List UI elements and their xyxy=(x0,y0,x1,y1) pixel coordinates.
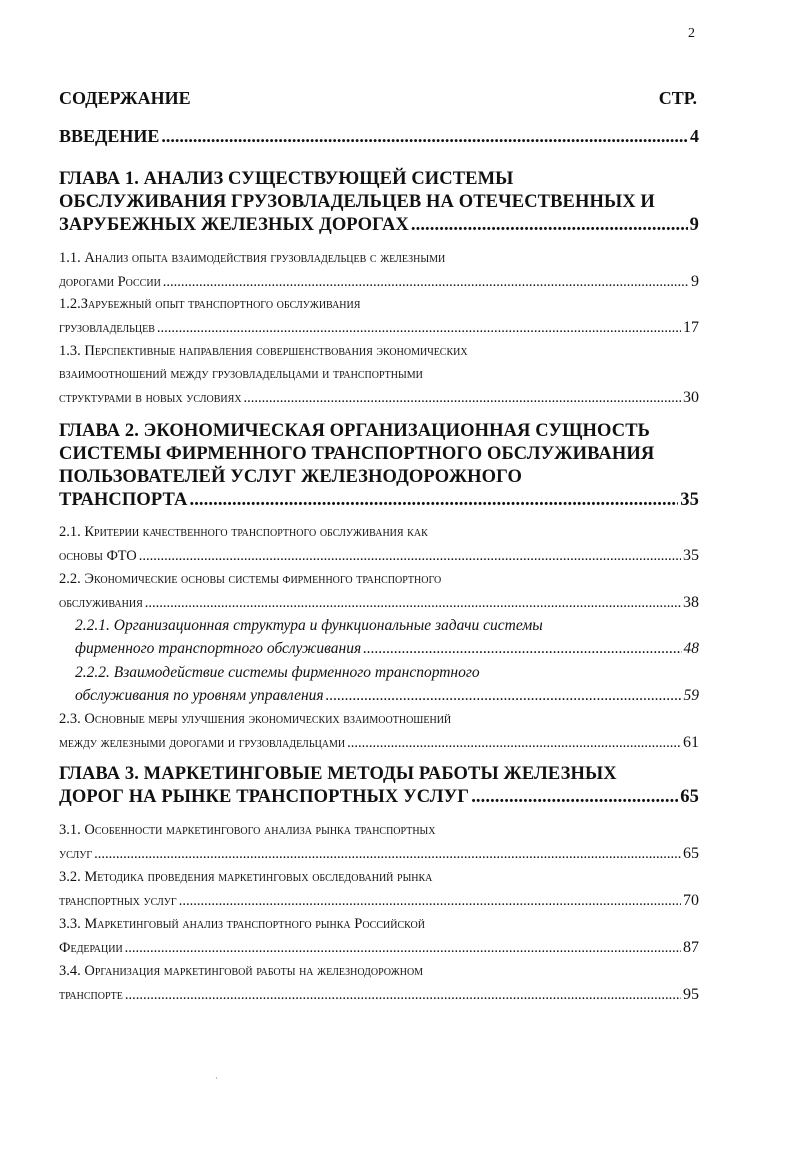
toc-title: СОДЕРЖАНИЕ xyxy=(59,88,191,108)
toc-entry-page: 9 xyxy=(691,273,699,290)
toc-entry-page: 35 xyxy=(683,547,699,564)
page-number: 2 xyxy=(688,26,695,41)
toc-entry-line: 1.2.Зарубежный опыт транспортного обслуживания xyxy=(59,296,361,312)
toc-entry-line: 2.3. Основные меры улучшения экономических взаимоотношений xyxy=(59,711,452,727)
toc-entry-line: 2.2.1. Организационная структура и функциональные задачи системы xyxy=(75,617,543,634)
toc-entry-line: Федерации xyxy=(59,940,123,956)
toc-entry-chapter-2[interactable] xyxy=(59,420,699,512)
toc-entry-line: фирменного транспортного обслуживания xyxy=(75,640,362,657)
toc-entry-line: структурами в новых условиях xyxy=(59,390,242,406)
leader-dots xyxy=(471,786,678,809)
toc-entry-page: 70 xyxy=(683,892,699,909)
toc-entry-section-2-3[interactable] xyxy=(59,708,699,755)
leader-dots xyxy=(139,545,681,568)
toc-entry-line: транспорте xyxy=(59,987,123,1003)
toc-header xyxy=(59,88,697,109)
toc-entry-line: обслуживания по уровням управления xyxy=(75,687,324,704)
toc-entry-section-3-4[interactable] xyxy=(59,960,699,1007)
toc-entry-page: 35 xyxy=(680,490,699,510)
toc-entry-line: между железными дорогами и грузовладельцами xyxy=(59,735,346,751)
leader-dots xyxy=(163,271,689,294)
toc-entry-line: ДОРОГ НА РЫНКЕ ТРАНСПОРТНЫХ УСЛУГ xyxy=(59,787,470,807)
toc-entry-line: СИСТЕМЫ ФИРМЕННОГО ТРАНСПОРТНОГО ОБСЛУЖИВАНИЯ xyxy=(59,444,655,464)
leader-dots xyxy=(326,684,682,707)
toc-entry-line: 2.2.2. Взаимодействие системы фирменного транспортного xyxy=(75,664,480,681)
toc-entry-line: ГЛАВА 3. МАРКЕТИНГОВЫЕ МЕТОДЫ РАБОТЫ ЖЕЛЕЗНЫХ xyxy=(59,764,617,784)
toc-entry-line: ТРАНСПОРТА xyxy=(59,490,188,510)
toc-entry-page: 30 xyxy=(683,389,699,406)
toc-entry-line: ЗАРУБЕЖНЫХ ЖЕЛЕЗНЫХ ДОРОГАХ xyxy=(59,215,409,235)
toc-entry-section-3-1[interactable] xyxy=(59,819,699,866)
leader-dots xyxy=(189,489,678,512)
toc-entry-line: 1.1. Анализ опыта взаимодействия грузовладельцев с железными xyxy=(59,250,446,266)
page-column-label: СТР. xyxy=(658,88,697,108)
toc-entry-subsection-2-2-1[interactable] xyxy=(59,614,699,660)
leader-dots xyxy=(145,592,681,615)
toc-entry-title: ВВЕДЕНИЕ xyxy=(59,126,160,146)
toc-entry-page: 65 xyxy=(683,845,699,862)
toc-entry-line: ПОЛЬЗОВАТЕЛЕЙ УСЛУГ ЖЕЛЕЗНОДОРОЖНОГО xyxy=(59,467,523,487)
toc-entry-subsection-2-2-2[interactable] xyxy=(59,661,699,707)
toc-entry-line: услуг xyxy=(59,846,93,862)
toc-entry-chapter-3[interactable] xyxy=(59,763,699,809)
toc-entry-line: основы ФТО xyxy=(59,548,137,564)
toc-entry-page: 61 xyxy=(683,734,699,751)
toc-entry-page: 87 xyxy=(683,939,699,956)
leader-dots xyxy=(363,637,681,660)
scan-speck: · xyxy=(215,1074,218,1083)
toc-entry-section-2-1[interactable] xyxy=(59,521,699,568)
toc-entry-page: 38 xyxy=(683,594,699,611)
leader-dots xyxy=(179,890,681,913)
toc-entry-line: грузовладельцев xyxy=(59,320,155,336)
toc-entry-line: 1.3. Перспективные направления совершенствования экономических xyxy=(59,343,468,359)
toc-entry-line: ОБСЛУЖИВАНИЯ ГРУЗОВЛАДЕЛЬЦЕВ НА ОТЕЧЕСТВЕННЫХ И xyxy=(59,192,655,212)
toc-entry-line: взаимоотношений между грузовладельцами и транспортными xyxy=(59,366,423,382)
toc-entry-section-3-2[interactable] xyxy=(59,866,699,913)
toc-entry-page: 9 xyxy=(689,215,699,235)
toc-entry-line: дорогами России xyxy=(59,274,161,290)
toc-entry-page: 65 xyxy=(680,787,699,807)
toc-entry-section-1-1[interactable] xyxy=(59,247,699,294)
toc-entry-section-2-2[interactable] xyxy=(59,568,699,615)
leader-dots xyxy=(125,937,681,960)
toc-entry-section-1-2[interactable] xyxy=(59,293,699,340)
leader-dots xyxy=(94,843,681,866)
leader-dots xyxy=(244,387,681,410)
leader-dots xyxy=(125,984,681,1007)
toc-entry-introduction[interactable] xyxy=(59,125,699,148)
leader-dots xyxy=(411,214,688,237)
toc-entry-page: 48 xyxy=(683,640,699,657)
toc-entry-line: ГЛАВА 1. АНАЛИЗ СУЩЕСТВУЮЩЕЙ СИСТЕМЫ xyxy=(59,169,514,189)
toc-entry-page: 17 xyxy=(683,319,699,336)
toc-entry-line: 3.4. Организация маркетинговой работы на железнодорожном xyxy=(59,963,424,979)
toc-entry-page: 95 xyxy=(683,986,699,1003)
toc-entry-chapter-1[interactable] xyxy=(59,168,699,237)
toc-entry-section-1-3[interactable] xyxy=(59,340,699,410)
leader-dots xyxy=(157,317,681,340)
toc-entry-line: 3.3. Маркетинговый анализ транспортного рынка Российской xyxy=(59,916,425,932)
toc-entry-line: транспортных услуг xyxy=(59,893,177,909)
toc-entry-line: ГЛАВА 2. ЭКОНОМИЧЕСКАЯ ОРГАНИЗАЦИОННАЯ СУЩНОСТЬ xyxy=(59,421,650,441)
toc-entry-section-3-3[interactable] xyxy=(59,913,699,960)
toc-entry-page: 59 xyxy=(683,687,699,704)
leader-dots xyxy=(347,732,681,755)
toc-entry-line: 3.1. Особенности маркетингового анализа рынка транспортных xyxy=(59,822,436,838)
toc-entry-line: 2.1. Критерии качественного транспортного обслуживания как xyxy=(59,524,428,540)
toc-entry-line: 2.2. Экономические основы системы фирменного транспортного xyxy=(59,571,442,587)
toc-entry-page: 4 xyxy=(690,126,699,146)
toc-entry-line: 3.2. Методика проведения маркетинговых обследований рынка xyxy=(59,869,433,885)
toc-entry-line: обслуживания xyxy=(59,595,143,611)
leader-dots xyxy=(161,125,688,148)
